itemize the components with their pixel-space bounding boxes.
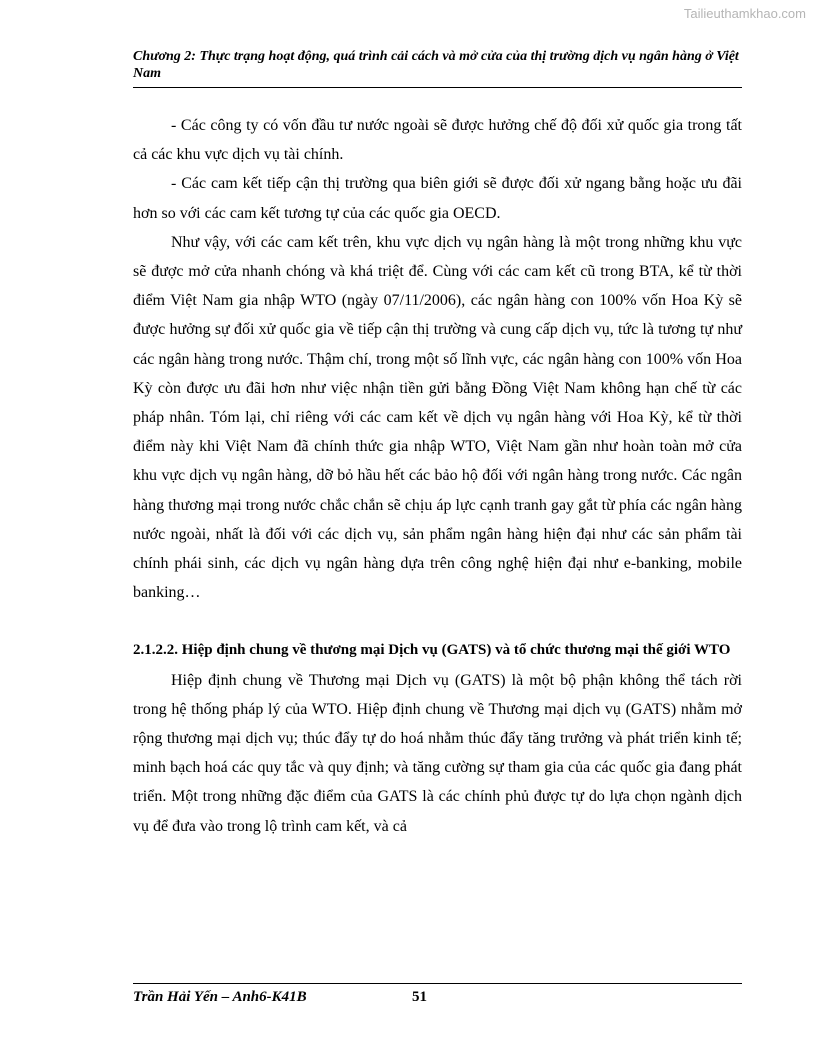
watermark-text: Tailieuthamkhao.com: [683, 6, 806, 21]
section-spacer: [133, 607, 742, 636]
footer-divider: [133, 983, 742, 984]
paragraph-bullet-2: - Các cam kết tiếp cận thị trường qua biên giới sẽ được đối xử ngang bằng hoặc ưu đãi hơn so với các cam kết tương tự của các quốc gia OECD.: [133, 175, 742, 222]
chapter-header: Chương 2: Thực trạng hoạt động, quá trình cải cách và mở cửa của thị trường dịch vụ ngân hàng ở Việt Nam: [133, 49, 739, 81]
footer-author: Trần Hải Yến – Anh6-K41B: [133, 989, 307, 1005]
page-number: 51: [412, 989, 427, 1005]
paragraph-gats: Hiệp định chung về Thương mại Dịch vụ (GATS) là một bộ phận không thể tách rời trong hệ thống pháp lý của WTO. Hiệp định chung về Thương mại dịch vụ (GATS) nhằm mở rộng thương mại dịch vụ; thúc đẩy tự do hoá nhằm thúc đẩy tăng trưởng và phát triển kinh tế; minh bạch hoá các quy tắc và quy định; và tăng cường sự tham gia của các quốc gia đang phát triển. Một trong những đặc điểm của GATS là các chính phủ được tự do lựa chọn ngành dịch vụ để đưa vào trong lộ trình cam kết, và cả: [133, 671, 742, 835]
header-divider: [133, 87, 742, 88]
section-heading: 2.1.2.2. Hiệp định chung về thương mại Dịch vụ (GATS) và tổ chức thương mại thế giới WTO: [133, 642, 731, 659]
document-body: [133, 111, 742, 841]
paragraph-bullet-1: - Các công ty có vốn đầu tư nước ngoài sẽ được hưởng chế độ đối xử quốc gia trong tất cả các khu vực dịch vụ tài chính.: [133, 117, 742, 164]
paragraph-commitments: Như vậy, với các cam kết trên, khu vực dịch vụ ngân hàng là một trong những khu vực sẽ được mở cửa nhanh chóng và khá triệt để. Cùng với các cam kết cũ trong BTA, kể từ thời điểm Việt Nam gia nhập WTO (ngày 07/11/2006), các ngân hàng con 100% vốn Hoa Kỳ sẽ được hưởng sự đối xử quốc gia về tiếp cận thị trường và cung cấp dịch vụ, tức là tương tự như các ngân hàng trong nước. Thậm chí, trong một số lĩnh vực, các ngân hàng con 100% vốn Hoa Kỳ còn được ưu đãi hơn như việc nhận tiền gửi bằng Đồng Việt Nam không hạn chế từ các pháp nhân. Tóm lại, chỉ riêng với các cam kết về dịch vụ ngân hàng với Hoa Kỳ, kể từ thời điểm này khi Việt Nam đã chính thức gia nhập WTO, Việt Nam gần như hoàn toàn mở cửa khu vực dịch vụ ngân hàng, dỡ bỏ hầu hết các bảo hộ đối với ngân hàng trong nước. Các ngân hàng thương mại trong nước chắc chắn sẽ chịu áp lực cạnh tranh gay gắt từ phía các ngân hàng nước ngoài, nhất là đối với các dịch vụ, sản phẩm ngân hàng hiện đại như các sản phẩm tài chính phái sinh, các dịch vụ ngân hàng dựa trên công nghệ hiện đại như e-banking, mobile banking…: [133, 233, 742, 602]
